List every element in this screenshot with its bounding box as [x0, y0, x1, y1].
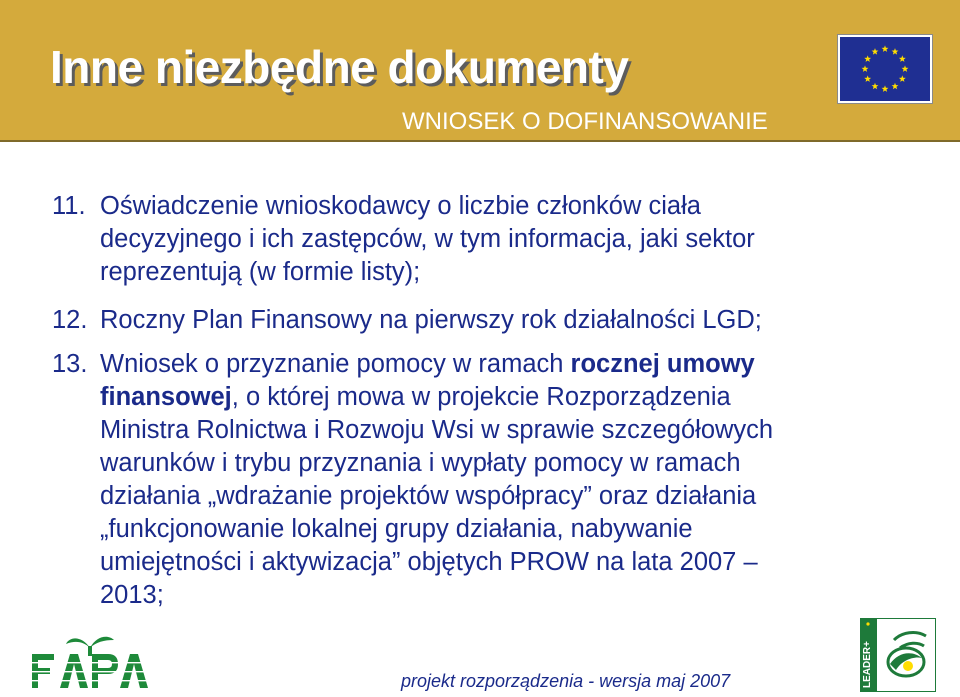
- list-item-number: 11.: [52, 192, 86, 220]
- list-item-text: [100, 304, 910, 337]
- list-item-number: 12.: [52, 306, 88, 334]
- text-segment: Wniosek o przyznanie pomocy w ramach: [100, 350, 571, 378]
- leader-logo-text: LEADER+: [862, 641, 873, 688]
- list-item-text: [100, 190, 910, 289]
- list-item-number: 13.: [52, 350, 88, 378]
- bold-text: finansowej: [100, 383, 232, 411]
- fapa-logo: [30, 632, 148, 690]
- bold-text: rocznej umowy: [570, 350, 755, 378]
- eu-star-icon: [864, 75, 871, 82]
- text-line: Ministra Rolnictwa i Rozwoju Wsi w sprawie szczegółowych: [100, 416, 774, 444]
- list-item-text: [100, 348, 910, 612]
- eu-star-icon: [882, 45, 889, 52]
- text-line: Roczny Plan Finansowy na pierwszy rok działalności LGD;: [100, 306, 762, 334]
- text-line: „funkcjonowanie lokalnej grupy działania, nabywanie: [100, 515, 693, 543]
- page-subtitle: WNIOSEK O DOFINANSOWANIE: [402, 108, 768, 135]
- eu-star-icon: [899, 75, 906, 82]
- eu-star-icon: [899, 55, 906, 62]
- eu-star-icon: [892, 48, 899, 55]
- text-line: umiejętności i aktywizacja” objętych PROW na lata 2007 –: [100, 548, 758, 576]
- text-line: warunków i trybu przyznania i wypłaty pomocy w ramach: [100, 449, 741, 477]
- text-segment: , o której mowa w projekcie Rozporządzenia: [231, 383, 731, 411]
- eu-flag-icon: [838, 35, 932, 103]
- fapa-logo-icon: [30, 632, 148, 690]
- header-banner: [0, 0, 960, 142]
- page-title: Inne niezbędne dokumenty: [50, 41, 629, 93]
- eu-star-icon: [872, 48, 879, 55]
- text-line: Oświadczenie wnioskodawcy o liczbie członków ciała: [100, 192, 701, 220]
- eu-star-icon: [882, 85, 889, 92]
- text-line: reprezentują (w formie listy);: [100, 258, 421, 286]
- text-line: [100, 348, 910, 381]
- text-line: [100, 381, 910, 414]
- eu-star-icon: [892, 83, 899, 90]
- eu-star-icon: [872, 83, 879, 90]
- leader-logo: [860, 618, 936, 692]
- leader-logo-icon: [860, 618, 936, 692]
- eu-star-icon: [862, 65, 869, 72]
- text-line: 2013;: [100, 581, 164, 609]
- eu-star-icon: [864, 55, 871, 62]
- text-line: działania „wdrażanie projektów współpracy” oraz działania: [100, 482, 757, 510]
- eu-star-icon: [902, 65, 909, 72]
- text-line: decyzyjnego i ich zastępców, w tym informacja, jaki sektor: [100, 225, 755, 253]
- eu-stars-icon: [840, 37, 930, 101]
- footer-note: projekt rozporządzenia - wersja maj 2007: [401, 671, 731, 691]
